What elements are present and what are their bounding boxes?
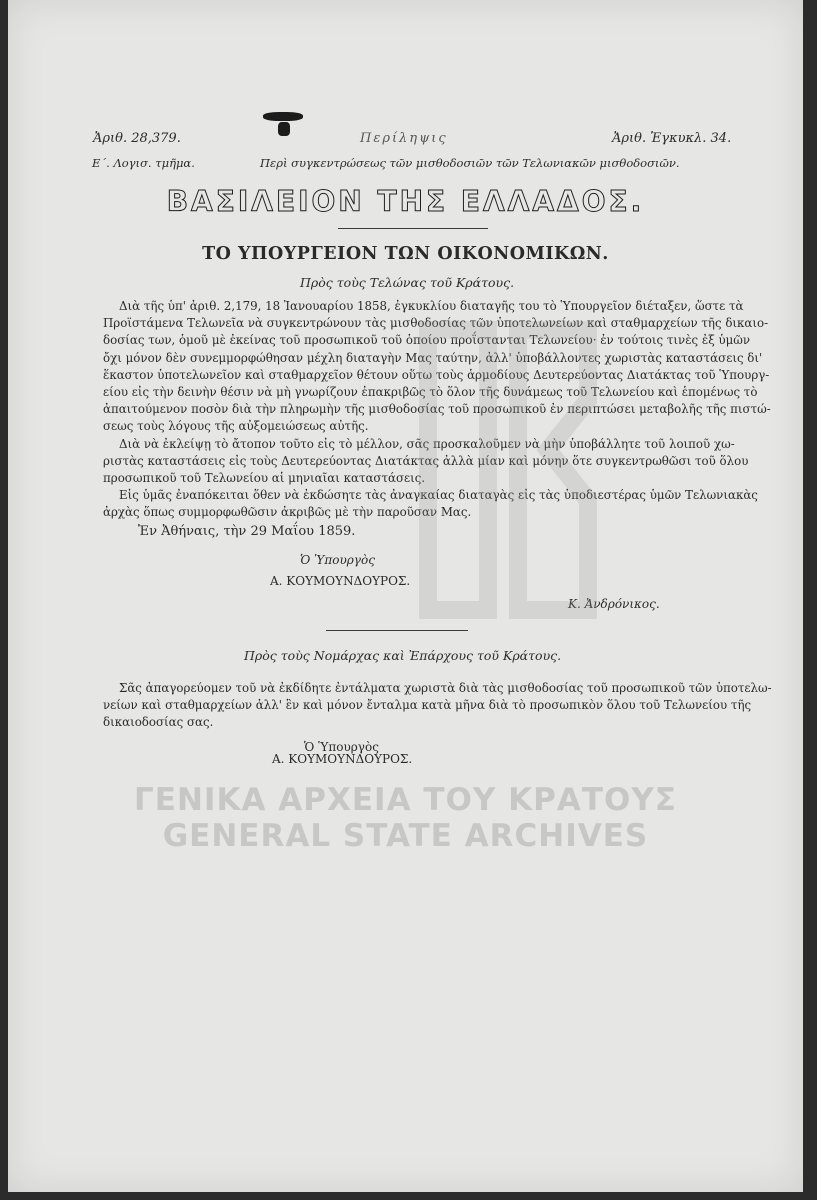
body-line: Σᾶς ἀπαγορεύομεν τοῦ νὰ ἐκδίδητε ἐντάλματα χωριστὰ διὰ τὰς μισθοδοσίας τοῦ προσωπικοῦ τῶν ὑποτελω- <box>119 681 772 695</box>
body-line: ἀπαιτούμενον ποσὸν διὰ τὴν πληρωμὴν τῆς μισθοδοσίας τοῦ προσωπικοῦ ἐν περιπτώσει μεταβολῆς τῆς πιστώ- <box>103 402 771 417</box>
second-notice-body <box>103 680 772 732</box>
signature-name-2: Α. ΚΟΥΜΟΥΝΔΟΥΡΟΣ. <box>272 752 413 766</box>
body-line: νείων καὶ σταθμαρχείων ἀλλ' ἓν καὶ μόνον ἔνταλμα κατὰ μῆνα διὰ τὸ προσωπικὸν ὅλου τοῦ Τελωνείου τῆς <box>103 698 752 713</box>
kingdom-title: ΒΑΣΙΛΕΙΟΝ ΤΗΣ ΕΛΛΑΔΟΣ. <box>166 185 645 218</box>
ink-smudge <box>278 122 290 136</box>
first-addressee: Πρὸς τοὺς Τελώνας τοῦ Κράτους. <box>300 275 515 290</box>
archive-logo-watermark <box>408 310 608 630</box>
body-line: Εἰς ὑμᾶς ἐναπόκειται ὅθεν νὰ ἐκδώσητε τὰς ἀναγκαίας διαταγὰς εἰς τὰς ὑποδιεστέρας ὑμῶν Τελωνιακὰς <box>119 488 758 503</box>
body-line: δοσίας των, ὁμοῦ μὲ ἐκείνας τοῦ προσωπικοῦ τοῦ ὁποίου προΐστανται Τελωνείου· ἐν τούτοις τινὲς ἐξ ὑμῶν <box>103 333 751 348</box>
summary-label: Περίληψις <box>360 131 448 146</box>
archive-watermark-english: GENERAL STATE ARCHIVES <box>162 818 649 854</box>
body-line: Διὰ νὰ ἐκλείψῃ τὸ ἄτοπον τοῦτο εἰς τὸ μέλλον, σᾶς προσκαλοῦμεν νὰ μὴν ὑποβάλλητε τοῦ λοιποῦ χω- <box>119 436 735 451</box>
document-page <box>8 0 803 1192</box>
title-divider <box>338 228 488 229</box>
ministry-title: ΤΟ ΥΠΟΥΡΓΕΙΟΝ ΤΩΝ ΟΙΚΟΝΟΜΙΚΩΝ. <box>202 244 609 264</box>
archive-watermark-greek: ΓΕΝΙΚΑ ΑΡΧΕΙΑ ΤΟΥ ΚΡΑΤΟΥΣ <box>134 782 677 818</box>
body-line: ὄχι μόνον δὲν συνεμμορφώθησαν μέχλη διαταγὴν Μας ταύτην, ἀλλ' ὑποβάλλοντες χωριστὰς καταστάσεις δι' <box>103 350 763 365</box>
department-label: Ε΄. Λογισ. τμῆμα. <box>92 156 195 170</box>
body-line: ἀρχὰς ὅπως συμμορφωθῶσιν ἀκριβῶς μὲ τὴν παροῦσαν Μας. <box>103 505 472 520</box>
signature-name: Α. ΚΟΥΜΟΥΝΔΟΥΡΟΣ. <box>270 574 411 588</box>
section-divider <box>326 630 468 631</box>
signature-title: Ὁ Ὑπουργὸς <box>300 553 375 567</box>
circular-number: Ἀριθ. Ἐγκυκλ. 34. <box>612 131 732 146</box>
body-line: σεως τοὺς λόγους τῆς αὐξομειώσεως αὐτῆς. <box>103 419 369 434</box>
reference-number: Ἀριθ. 28,379. <box>93 131 181 146</box>
body-line: προσωπικοῦ τοῦ Τελωνείου αἱ μηνιαῖαι καταστάσεις. <box>103 471 426 486</box>
date-line: Ἐν Ἀθήναις, τὴν 29 Μαΐου 1859. <box>138 524 356 539</box>
ink-smudge <box>263 112 303 121</box>
body-line: δικαιοδοσίας σας. <box>103 715 214 730</box>
body-line: Προϊστάμενα Τελωνεῖα νὰ συγκεντρώνουν τὰς μισθοδοσίας τῶν ὑποτελωνείων καὶ σταθμαρχείων τῆς δικαιο- <box>103 316 769 331</box>
body-line: Διὰ τῆς ὑπ' ἀριθ. 2,179, 18 Ἰανουαρίου 1858, ἐγκυκλίου διαταγῆς του τὸ Ὑπουργεῖον διέταξεν, ὥστε τὰ <box>119 299 744 313</box>
second-addressee: Πρὸς τοὺς Νομάρχας καὶ Ἐπάρχους τοῦ Κράτους. <box>244 648 562 663</box>
countersign: Κ. Ἀνδρόνικος. <box>568 597 660 611</box>
signature-title-2: Ὁ Ὑπουργὸς <box>304 740 379 754</box>
body-line: ριστὰς καταστάσεις εἰς τοὺς Δευτερεύοντας Διατάκτας ἀλλὰ μίαν καὶ μόνην ὅτε συγκεντρωθῶσι τοῦ ὅλου <box>103 453 749 468</box>
body-line: είου εἰς τὴν δεινὴν θέσιν νὰ μὴ γνωρίζουν ἐπακριβῶς τὸ ὅλον τῆς δυνάμεως τοῦ Τελωνείου καὶ ἑπομένως τὸ <box>103 385 758 400</box>
body-line: ἕκαστον ὑποτελωνεῖον καὶ σταθμαρχεῖον θέτουν οὕτω τοὺς ἁρμοδίους Δευτερεύοντας Διατάκτας τοῦ Ὑπουργ- <box>103 367 770 382</box>
subject-line: Περὶ συγκεντρώσεως τῶν μισθοδοσιῶν τῶν Τελωνιακῶν μισθοδοσιῶν. <box>260 156 680 170</box>
